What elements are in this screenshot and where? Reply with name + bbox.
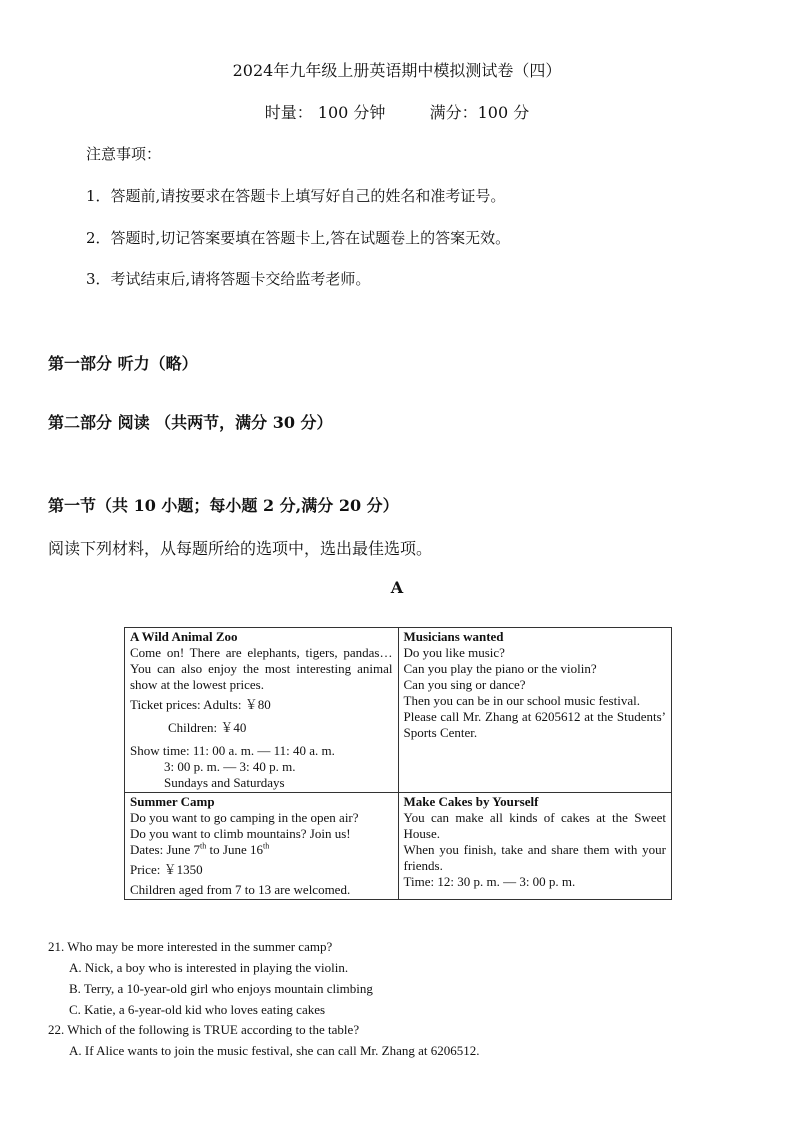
- ad-music-title: Musicians wanted: [403, 629, 504, 644]
- exam-score: 满分：100 分: [429, 103, 530, 122]
- ad-cakes-line: When you finish, take and share them with your friends.: [403, 842, 666, 873]
- ad-camp-price: Price: ￥1350: [130, 862, 203, 877]
- ad-camp-line: Do you want to go camping in the open air?: [130, 810, 359, 825]
- dates-start: Dates: June 7: [130, 842, 201, 857]
- ad-camp-line: Do you want to climb mountains? Join us!: [130, 826, 351, 841]
- ad-music-line: Can you sing or dance?: [403, 677, 526, 692]
- notes-heading: 注意事项：: [86, 145, 162, 163]
- question-21-option-a: A. Nick, a boy who is interested in playing the violin.: [69, 960, 349, 975]
- ad-music-line: Then you can be in our school music festival.: [403, 693, 640, 708]
- reading-instruction: 阅读下列材料，从每题所给的选项中，选出最佳选项。: [48, 539, 433, 558]
- ad-zoo-show: Show time: 11: 00 a. m. — 11: 40 a. m.: [130, 743, 335, 758]
- ad-zoo: [125, 628, 399, 793]
- ad-zoo-ticket: Ticket prices: Adults: ￥80: [130, 697, 271, 712]
- ad-music-contact: Please call Mr. Zhang at 6205612 at the Students’ Sports Center.: [403, 709, 666, 740]
- note-item: 1．答题前,请按要求在答题卡上填写好自己的姓名和准考证号。: [86, 187, 506, 205]
- ad-zoo-title: A Wild Animal Zoo: [130, 629, 238, 644]
- ad-zoo-children: Children: ￥40: [168, 720, 247, 735]
- ad-zoo-show: 3: 00 p. m. — 3: 40 p. m.: [164, 759, 296, 774]
- question-21-option-b: B. Terry, a 10-year-old girl who enjoys mountain climbing: [69, 981, 373, 996]
- part2-heading: 第二部分 阅读 （共两节，满分 30 分）: [48, 413, 333, 432]
- dates-end: to June 16: [206, 842, 263, 857]
- question-21-stem: 21. Who may be more interested in the summer camp?: [48, 939, 333, 954]
- note-item: 2．答题时,切记答案要填在答题卡上,答在试题卷上的答案无效。: [86, 229, 511, 247]
- ad-cakes-title: Make Cakes by Yourself: [403, 794, 539, 809]
- ads-table: [124, 627, 672, 900]
- ad-camp-dates: [130, 842, 393, 858]
- ordinal-suffix: th: [262, 841, 270, 851]
- part1-heading: 第一部分 听力（略）: [48, 354, 198, 373]
- ad-cakes-line: You can make all kinds of cakes at the Sweet House.: [403, 810, 666, 841]
- ad-zoo-body: Come on! There are elephants, tigers, pandas… You can also enjoy the most interesting animal show at the lowest prices.: [130, 645, 393, 692]
- section1-heading: 第一节（共 10 小题；每小题 2 分,满分 20 分）: [48, 496, 399, 515]
- ad-cakes: [398, 793, 672, 900]
- ad-camp-ages: Children aged from 7 to 13 are welcomed.: [130, 882, 351, 897]
- ad-cakes-time: Time: 12: 30 p. m. — 3: 00 p. m.: [403, 874, 576, 889]
- question-22-stem: 22. Which of the following is TRUE according to the table?: [48, 1022, 360, 1037]
- ad-camp: [125, 793, 399, 900]
- note-item: 3．考试结束后,请将答题卡交给监考老师。: [86, 270, 371, 288]
- ad-music-line: Can you play the piano or the violin?: [403, 661, 597, 676]
- ad-music: [398, 628, 672, 793]
- exam-meta: [0, 100, 794, 123]
- ordinal-suffix: th: [200, 841, 207, 851]
- passage-label: A: [390, 578, 404, 597]
- exam-title: 2024年九年级上册英语期中模拟测试卷（四）: [232, 61, 562, 80]
- question-22-option-a: A. If Alice wants to join the music festival, she can call Mr. Zhang at 6206512.: [69, 1043, 480, 1058]
- ad-zoo-days: Sundays and Saturdays: [164, 775, 285, 790]
- ad-music-line: Do you like music?: [403, 645, 505, 660]
- ad-camp-title: Summer Camp: [130, 794, 215, 809]
- question-21-option-c: C. Katie, a 6-year-old kid who loves eating cakes: [69, 1002, 326, 1017]
- exam-time: 时量： 100 分钟: [264, 103, 386, 122]
